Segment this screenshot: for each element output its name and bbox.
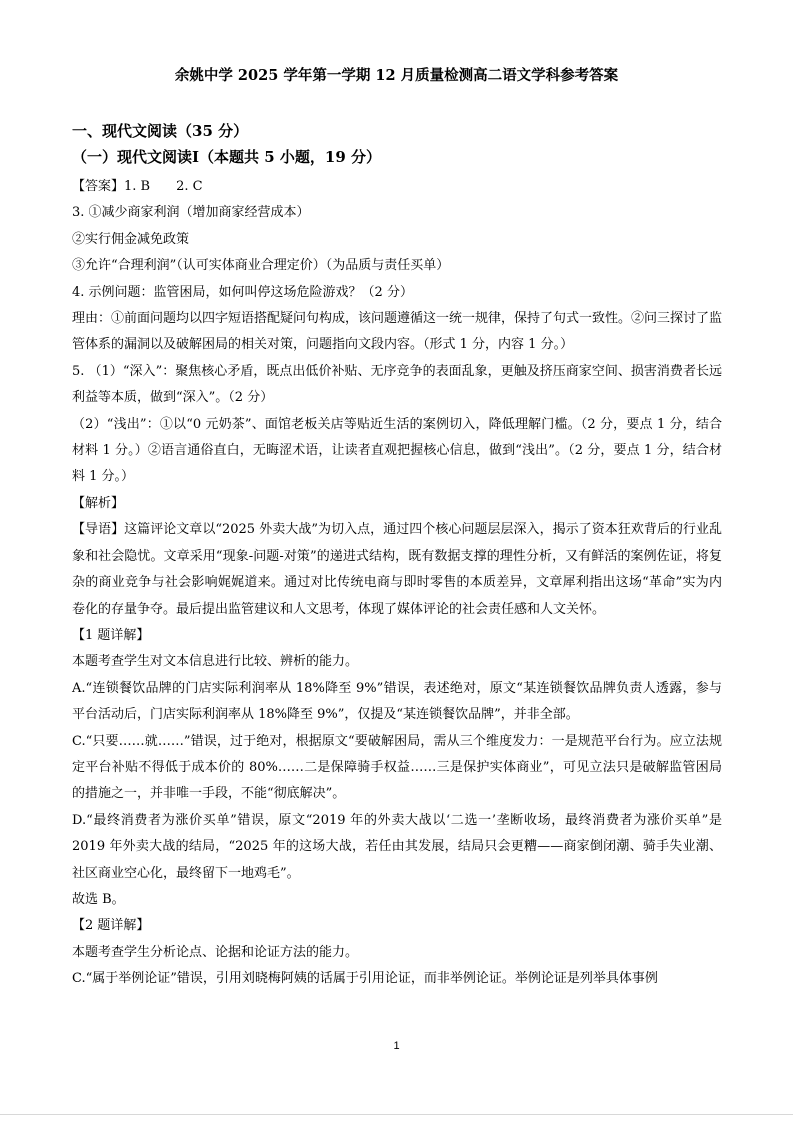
section-heading: 一、现代文阅读（35 分） [72,122,249,140]
question1-label: 【1 题详解】 [72,627,150,643]
answer-line: 【答案】1. B 2. C [72,179,203,194]
question2-intro: 本题考查学生分析论点、论据和论证方法的能力。 [72,944,359,960]
answer-line: ③允许“合理利润”（认可实体商业合理定价）（为品质与责任买单） [72,258,450,274]
answer-line: 3. ①减少商家利润（增加商家经营成本） [72,205,310,221]
subsection-heading: （一）现代文阅读Ⅰ（本题共 5 小题，19 分） [72,148,381,166]
question1-option-d: D.“最终消费者为涨价买单”错误，原文“2019 年的外卖大战以‘二选一’垄断收场，最终消费者为涨价买单”是 2019 年外卖大战的结局，“2025 年的这场大战，若任由其发展，结局只会更糟——商家倒闭潮、骑手失业潮、社区商业空心化，最终留下一地鸡毛”。 [72,812,722,881]
reason-paragraph: 理由：①前面问题均以四字短语搭配疑问句构成，该问题遵循这一统一规律，保持了句式一致性。②问三探讨了监管体系的漏洞以及破解困局的相关对策，问题指向文段内容。（形式 1 分，内容 1 分。） [72,311,723,353]
answer-body [72,120,722,993]
question5-part1: 5. （1）“深入”：聚焦核心矛盾，既点出低价补贴、无序竞争的表面乱象，更触及挤压商家空间、损害消费者长远利益等本质，做到“深入”。（2 分） [72,363,722,406]
question2-label: 【2 题详解】 [72,918,150,934]
answer-line: 4. 示例问题：监管困局，如何叫停这场危险游戏？（2 分） [72,284,413,300]
question1-option-c: C.“只要……就……”错误，过于绝对，根据原文“要破解困局，需从三个维度发力：一是规范平台行为。应立法规定平台补贴不得低于成本价的 80%……二是保障骑手权益……三是保护实体商业”，可见立法只是破解监管困局的措施之一，并非唯一手段，不能“彻底解决”。 [72,733,722,802]
analysis-label: 【解析】 [72,495,125,511]
question1-answer: 故选 B。 [72,891,125,907]
answer-line: ②实行佣金减免政策 [72,231,190,247]
question5-part2: （2）“浅出”：①以“0 元奶茶”、面馆老板关店等贴近生活的案例切入，降低理解门槛。（2 分，要点 1 分，结合材料 1 分。）②语言通俗直白，无晦涩术语，让读者直观把握核心信息，做到“浅出”。（2 分，要点 1 分，结合材料 1 分。） [72,416,722,485]
page-bottom-divider [0,1114,793,1115]
question1-intro: 本题考查学生对文本信息进行比较、辨析的能力。 [72,654,359,670]
guide-paragraph: 【导语】这篇评论文章以“2025 外卖大战”为切入点，通过四个核心问题层层深入，揭示了资本狂欢背后的行业乱象和社会隐忧。文章采用“现象-问题-对策”的递进式结构，既有数据支撑的理性分析，又有鲜活的案例佐证，将复杂的商业竞争与社会影响娓娓道来。通过对比传统电商与即时零售的本质差异，文章犀利指出这场“革命”实为内卷化的存量争夺。最后提出监管建议和人文思考，体现了媒体评论的社会责任感和人文关怀。 [72,522,722,617]
page-title: 余姚中学 2025 学年第一学期 12 月质量检测高二语文学科参考答案 [174,67,619,84]
page-number: 1 [393,1040,400,1052]
question1-option-a: A.“连锁餐饮品牌的门店实际利润率从 18%降至 9%”错误，表述绝对，原文“某连锁餐饮品牌负责人透露，参与平台活动后，门店实际利润率从 18%降至 9%”，仅提及“某连锁餐饮品牌”，并非全部。 [72,680,722,723]
question2-option-c: C.“属于举例论证”错误，引用刘晓梅阿姨的话属于引用论证，而非举例论证。举例论证是列举具体事例 [72,971,658,987]
